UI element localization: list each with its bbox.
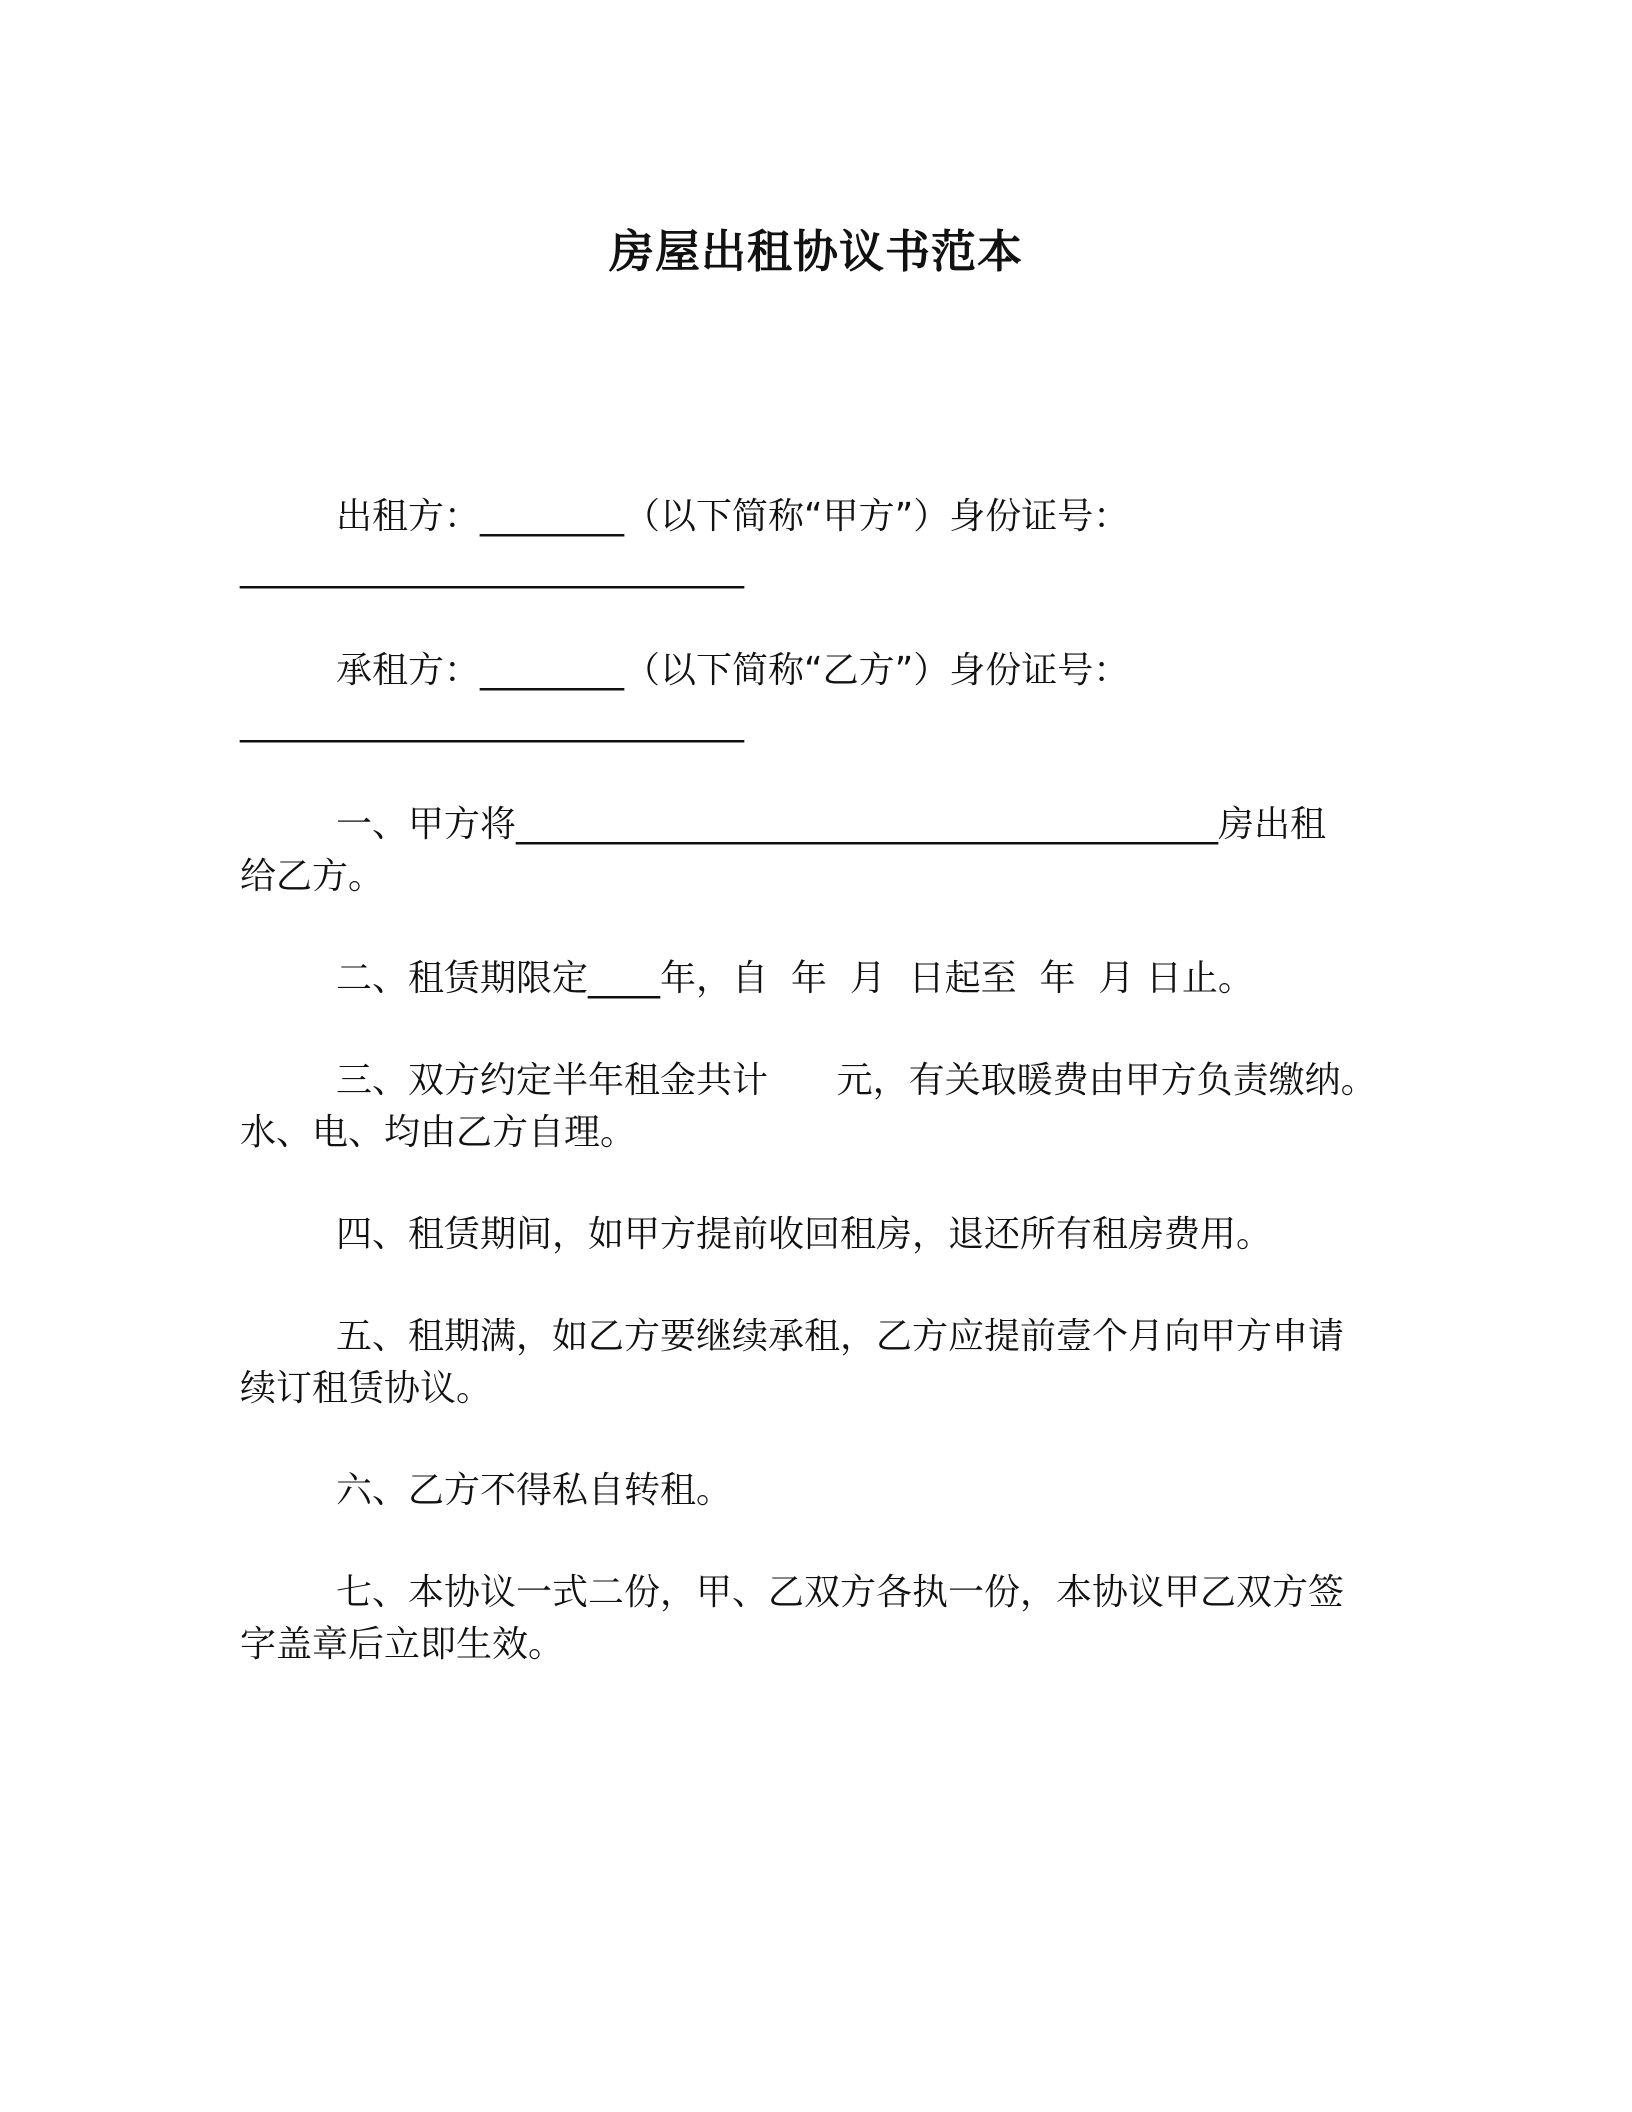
lessee-line-1 — [240, 645, 1392, 697]
lessee-line-2: ____________________________ — [240, 702, 744, 743]
clause-1-line-1-text: 一、甲方将_______________________________________房出租 — [336, 804, 1327, 845]
document-body — [240, 491, 1392, 1671]
lessee-line-1-text: 承租方：________（以下简称“乙方”）身份证号： — [336, 650, 1130, 691]
clause-4-line-1 — [240, 1209, 1392, 1261]
lessor-line-1 — [240, 491, 1392, 543]
clause-2-paragraph — [240, 953, 1392, 1005]
clause-5-line-1 — [240, 1311, 1392, 1363]
clause-4-line-1-text: 四、租赁期间，如甲方提前收回租房，退还所有租房费用。 — [336, 1214, 1273, 1255]
clause-1-line-2: 给乙方。 — [240, 856, 385, 897]
clause-7-line-1 — [240, 1567, 1392, 1619]
clause-7-line-2: 字盖章后立即生效。 — [240, 1624, 565, 1665]
lessee-paragraph — [240, 645, 1392, 749]
lessor-paragraph — [240, 491, 1392, 595]
lessor-line-2: ____________________________ — [240, 548, 744, 589]
clause-6-line-1-text: 六、乙方不得私自转租。 — [336, 1470, 733, 1511]
page-title: 房屋出租协议书范本 — [608, 225, 1023, 278]
clause-2-line-1 — [240, 953, 1392, 1005]
clause-3-line-2: 水、电、均由乙方自理。 — [240, 1112, 637, 1153]
clause-3-line-1-text: 三、双方约定半年租金共计 元，有关取暖费由甲方负责缴纳。 — [336, 1060, 1377, 1101]
clause-3-line-1 — [240, 1055, 1392, 1107]
clause-1-paragraph — [240, 799, 1392, 903]
clause-3-paragraph — [240, 1055, 1392, 1159]
clause-5-line-1-text: 五、租期满，如乙方要继续承租，乙方应提前壹个月向甲方申请 — [336, 1316, 1345, 1357]
clause-6-line-1 — [240, 1465, 1392, 1517]
clause-5-paragraph — [240, 1311, 1392, 1415]
clause-4-paragraph — [240, 1209, 1392, 1261]
clause-1-line-1 — [240, 799, 1392, 851]
clause-5-line-2: 续订租赁协议。 — [240, 1368, 493, 1409]
clause-7-paragraph — [240, 1567, 1392, 1671]
clause-2-line-1-text: 二、租赁期限定____年，自 年 月 日起至 年 月 日止。 — [336, 958, 1254, 999]
clause-7-line-1-text: 七、本协议一式二份，甲、乙双方各执一份，本协议甲乙双方签 — [336, 1572, 1345, 1613]
lessor-line-1-text: 出租方：________（以下简称“甲方”）身份证号： — [336, 496, 1130, 537]
clause-6-paragraph — [240, 1465, 1392, 1517]
